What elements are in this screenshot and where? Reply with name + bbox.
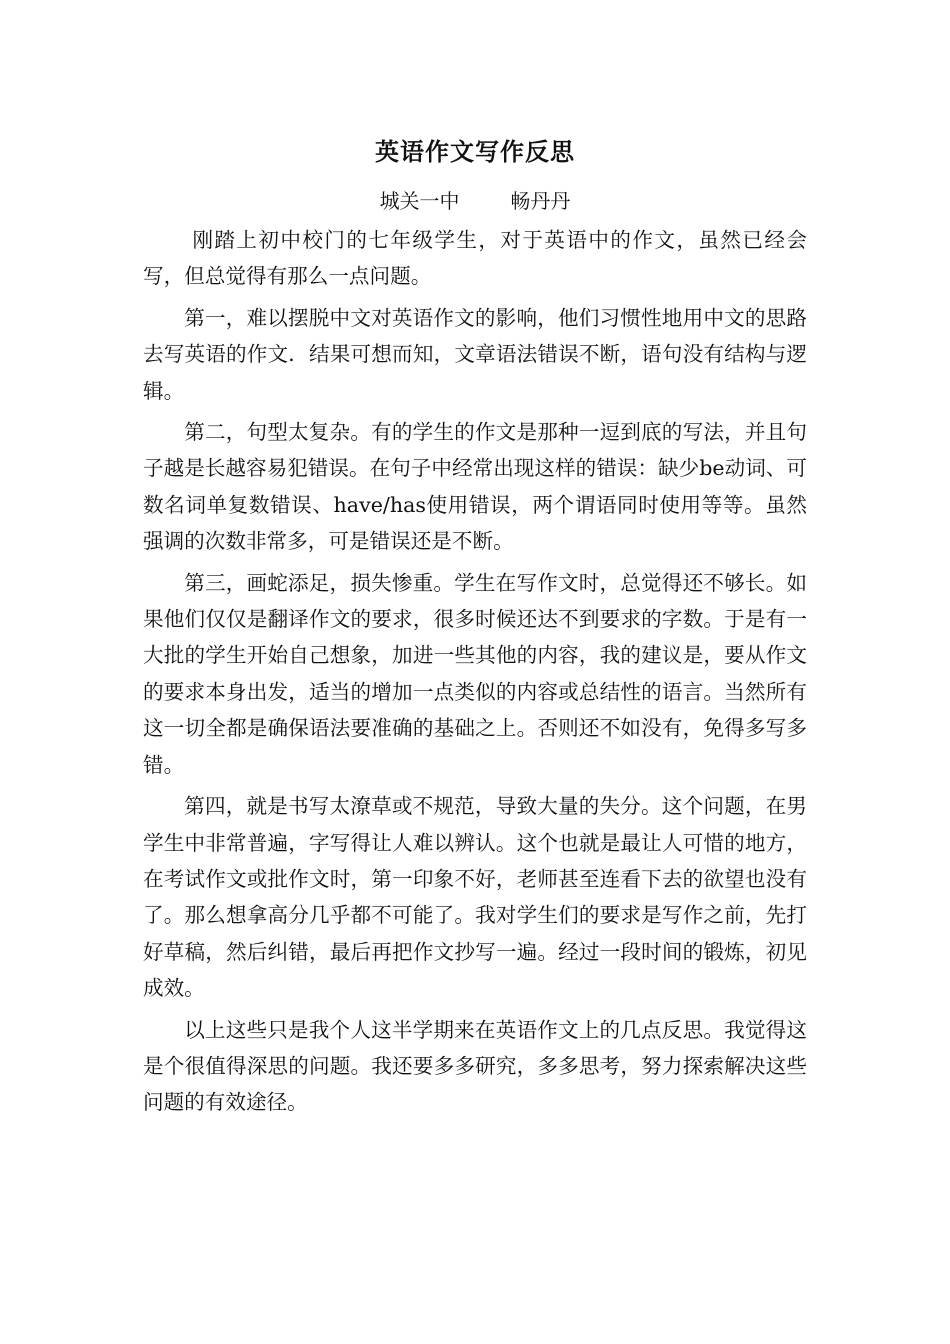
paragraph-point-4: 第四，就是书写太潦草或不规范，导致大量的失分。这个问题，在男学生中非常普遍，字写得让人难以辨认。这个也就是最让人可惜的地方，在考试作文或批作文时，第一印象不好，老师甚至连看下去的欲望也没有了。那么想拿高分几乎都不可能了。我对学生们的要求是写作之前，先打好草稿，然后纠错，最后再把作文抄写一遍。经过一段时间的锻炼，初见成效。 <box>143 794 807 1001</box>
author-byline: 城关一中 畅丹丹 <box>379 189 571 213</box>
paragraph-point-1: 第一，难以摆脱中文对英语作文的影响，他们习惯性地用中文的思路去写英语的作文．结果可想而知，文章语法错误不断，语句没有结构与逻辑。 <box>143 305 807 403</box>
paragraph-point-3: 第三，画蛇添足，损失惨重。学生在写作文时，总觉得还不够长。如果他们仅仅是翻译作文的要求，很多时候还达不到要求的字数。于是有一大批的学生开始自己想象，加进一些其他的内容，我的建议是，要从作文的要求本身出发，适当的增加一点类似的内容或总结性的语言。当然所有这一切全都是确保语法要准确的基础之上。否则还不如没有，免得多写多错。 <box>143 570 807 777</box>
document-title: 英语作文写作反思 <box>375 137 575 166</box>
document-body <box>143 222 807 1126</box>
paragraph-point-2: 第二，句型太复杂。有的学生的作文是那种一逗到底的写法，并且句子越是长越容易犯错误。在句子中经常出现这样的错误：缺少be动词、可数名词单复数错误、have/has使用错误，两个谓语同时使用等等。虽然强调的次数非常多，可是错误还是不断。 <box>143 420 807 554</box>
paragraph-conclusion: 以上这些只是我个人这半学期来在英语作文上的几点反思。我觉得这是个很值得深思的问题。我还要多多研究，多多思考，努力探索解决这些问题的有效途径。 <box>143 1017 807 1115</box>
paragraph-intro: 刚踏上初中校门的七年级学生，对于英语中的作文，虽然已经会写，但总觉得有那么一点问题。 <box>143 228 807 289</box>
